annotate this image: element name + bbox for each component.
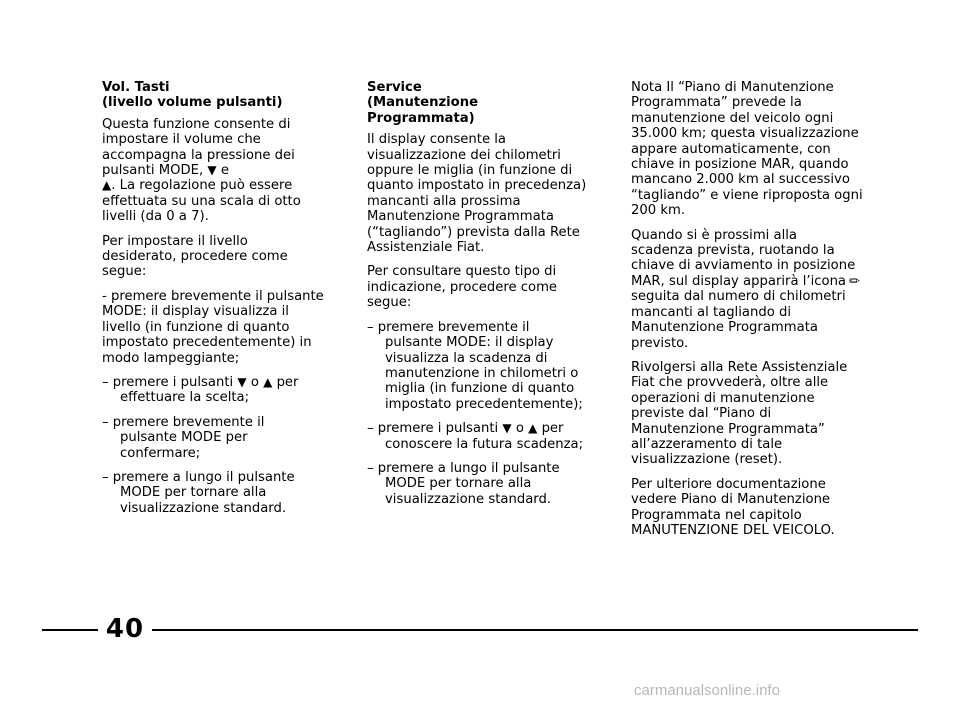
column-service xyxy=(367,80,589,516)
down-arrow-icon: ▼ xyxy=(237,374,247,389)
column-nota xyxy=(631,80,863,547)
footer-rule-right xyxy=(152,629,918,631)
up-arrow-icon: ▲ xyxy=(102,178,112,193)
down-arrow-icon: ▼ xyxy=(207,163,217,178)
paragraph: Per ulteriore documentazione vedere Piano di Manutenzione Programmata nel capitolo MANUTENZIONE DEL VEICOLO. xyxy=(631,476,835,538)
paragraph: Per consultare questo tipo di indicazione, procedere come segue: xyxy=(367,264,558,311)
section-heading-vol-tasti: Vol. Tasti (livello volume pulsanti) xyxy=(102,80,283,111)
instruction-step: – premere i pulsanti ▼ o ▲ per effettuare la scelta; xyxy=(102,374,299,406)
watermark: carmanualsonline.info xyxy=(634,682,780,699)
paragraph: Questa funzione consente di impostare il volume che accompagna la pressione dei pulsanti MODE, ▼ e ▲. La regolazione può essere effettuata su una scala di otto livelli (da 0 a 7). xyxy=(102,116,301,225)
paragraph: Per impostare il livello desiderato, procedere come segue: xyxy=(102,233,288,280)
footer-rule-left xyxy=(42,629,98,631)
instruction-step: – premere i pulsanti ▼ o ▲ per conoscere la futura scadenza; xyxy=(367,421,584,452)
paragraph: Quando si è prossimi alla scadenza prevista, ruotando la chiave di avviamento in posizione MAR, sul display apparirà l’icona ✎ seguita dal numero di chilometri mancanti al tagliando di Manutenzione Programmata previsto. xyxy=(631,227,865,351)
column-vol-tasti xyxy=(102,80,324,525)
paragraph: Nota Il “Piano di Manutenzione Programmata” prevede la manutenzione del veicolo ogni 35.000 km; questa visualizzazione appare automaticamente, con chiave in posizione MAR, quando mancano 2.000 km al successivo “tagliando” e viene riproposta ogni 200 km. xyxy=(631,80,863,219)
paragraph: Il display consente la visualizzazione dei chilometri oppure le miglia (in funzione di quanto impostato in precedenza) mancanti alla prossima Manutenzione Programmata (“tagliando”) prevista dalla Rete Assistenziale Fiat. xyxy=(367,132,587,256)
section-heading-service: Service (Manutenzione Programmata) xyxy=(367,80,479,126)
instruction-step: – premere a lungo il pulsante MODE per tornare alla visualizzazione standard. xyxy=(367,460,560,507)
instruction-step: – premere brevemente il pulsante MODE per confermare; xyxy=(102,414,265,461)
instruction-step: – premere a lungo il pulsante MODE per tornare alla visualizzazione standard. xyxy=(102,469,295,516)
paragraph: Rivolgersi alla Rete Assistenziale Fiat che provvederà, oltre alle operazioni di manutenzione previste dal “Piano di Manutenzione Programmata” all’azzeramento di tale visualizzazione (reset). xyxy=(631,359,848,468)
down-arrow-icon: ▼ xyxy=(502,421,512,436)
up-arrow-icon: ▲ xyxy=(263,374,273,389)
instruction-step: – premere brevemente il pulsante MODE: il display visualizza la scadenza di manutenzione in chilometri o miglia (in funzione di quanto impostato precedentemente); xyxy=(367,319,583,412)
instruction-step: - premere brevemente il pulsante MODE: il display visualizza il livello (in funzione di quanto impostato precedentemente) in modo lampeggiante; xyxy=(102,288,324,366)
up-arrow-icon: ▲ xyxy=(528,421,538,436)
page-number: 40 xyxy=(105,614,145,644)
wrench-icon: ✎ xyxy=(846,272,865,291)
